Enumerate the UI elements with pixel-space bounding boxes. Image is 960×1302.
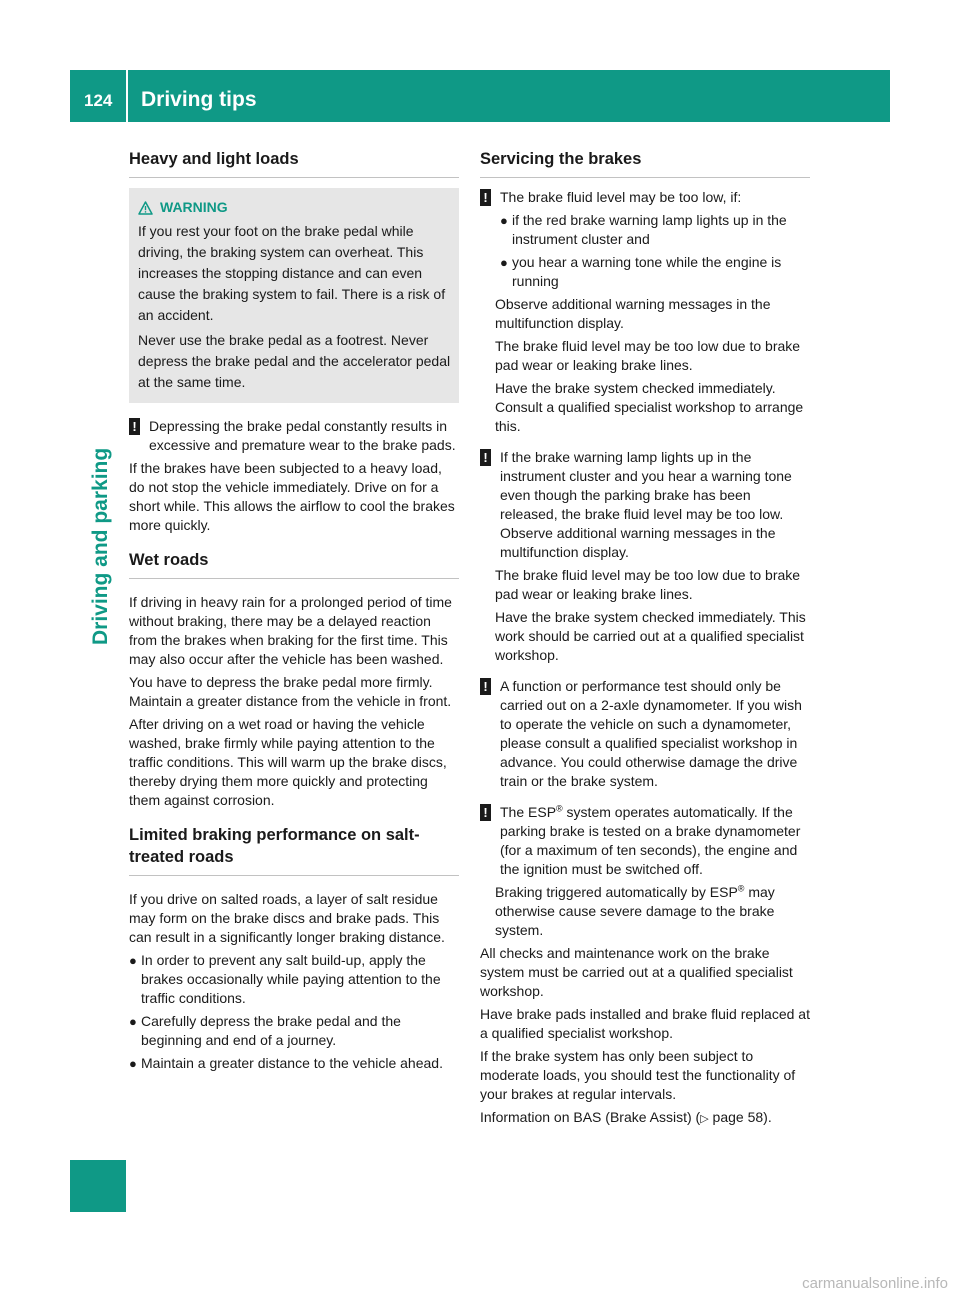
heading-salt-roads [129,824,459,876]
warning-text: Never use the brake pedal as a footrest. Never depress the brake pedal and the accelerator pedal at the same time. [138,332,451,390]
page-number: 124 [84,91,113,110]
note-text: A function or performance test should only be carried out on a 2-axle dynamometer. If you wish to operate the vehicle on such a dynamometer, please consult a qualified specialist workshop in advance. You could otherwise damage the drive train or the brake system. [500,678,802,789]
bullet-icon: ● [500,213,508,228]
paragraph-part: Braking triggered automatically by ESP [495,884,738,900]
bullet-icon: ● [129,1056,137,1071]
warning-header [138,198,453,217]
list-item [500,211,810,249]
paragraph: The brake fluid level may be too low due to brake pad wear or leaking brake lines. [495,567,801,602]
paragraph-part: may otherwise cause severe damage to the brake system. [495,884,775,938]
section-side-label: Driving and parking [89,447,112,645]
list-item-text: if the red brake warning lamp lights up in the instrument cluster and [512,212,787,247]
warning-text: If you rest your foot on the brake pedal while driving, the braking system can overheat. This increases the stopping distance and can even cause the braking system to fail. There is a risk of an accident. [138,223,446,323]
bullet-icon: ● [129,1014,137,1029]
note-text-part: The ESP [500,804,557,820]
note-text-part: system operates automatically. If the parking brake is tested on a brake dynamometer (for a maximum of ten seconds), the engine and the ignition must be switched off. [500,804,801,877]
paragraph: If driving in heavy rain for a prolonged period of time without braking, there may be a delayed reaction from the brakes when braking for the first time. This may also occur after the vehicle has been washed. [129,594,452,667]
note-text [500,803,810,879]
page-title: Driving tips [141,88,257,111]
paragraph: If the brakes have been subjected to a heavy load, do not stop the vehicle immediately. Drive on for a short while. This allows the airflow to cool the brakes more quickly. [129,460,455,533]
list-item-text: In order to prevent any salt build-up, apply the brakes occasionally while paying attention to the traffic conditions. [141,952,441,1006]
caution-note [129,417,459,455]
caution-note [480,188,810,291]
caution-icon: ! [129,418,140,435]
caution-note [480,677,810,791]
warning-triangle-icon [138,201,153,215]
note-text: If the brake warning lamp lights up in the instrument cluster and you hear a warning tone even though the parking brake has been released, the brake fluid level may be too low. Observe additional warning messages in the multifunction display. [500,449,792,560]
paragraph: Have the brake system checked immediately. Consult a qualified specialist workshop to arrange this. [495,380,804,434]
header-divider [126,70,128,122]
paragraph: If the brake system has only been subject to moderate loads, you should test the functionality of your brakes at regular intervals. [480,1048,796,1102]
page-ref-arrow-icon: ▷ [700,1113,709,1125]
warning-box [129,188,459,403]
list-item [129,951,459,1008]
paragraph-part: ). [763,1109,772,1125]
caution-icon: ! [480,804,491,821]
bullet-icon: ● [500,255,508,270]
paragraph: The brake fluid level may be too low due to brake pad wear or leaking brake lines. [495,338,801,373]
right-column [480,148,810,1129]
list-item-text: Maintain a greater distance to the vehicle ahead. [141,1055,443,1071]
heading-servicing-brakes: Servicing the brakes [480,148,810,178]
caution-note [480,448,810,562]
list-item [500,253,810,291]
caution-note [480,803,810,879]
registered-mark: ® [556,803,563,814]
warning-label: WARNING [160,199,228,215]
left-column [129,148,459,1073]
side-marker [70,1160,126,1212]
paragraph: If you drive on salted roads, a layer of salt residue may form on the brake discs and brake pads. This can result in a significantly longer braking distance. [129,891,445,945]
paragraph: You have to depress the brake pedal more firmly. Maintain a greater distance from the vehicle in front. [129,674,452,709]
paragraph-part: Information on BAS (Brake Assist) ( [480,1109,701,1125]
side-band [70,122,126,1212]
paragraph [495,883,810,940]
heading-line: Limited braking performance on salt- [129,826,420,844]
paragraph: All checks and maintenance work on the brake system must be carried out at a qualified specialist workshop. [480,945,793,999]
caution-icon: ! [480,189,491,206]
bullet-icon: ● [129,953,137,968]
caution-icon: ! [480,678,491,695]
heading-line: treated roads [129,848,234,866]
list-item [129,1054,459,1073]
paragraph: Have brake pads installed and brake fluid replaced at a qualified specialist workshop. [480,1006,810,1041]
page-reference-link[interactable]: page 58 [708,1109,764,1125]
paragraph [480,1108,810,1129]
list-item-text: Carefully depress the brake pedal and the beginning and end of a journey. [141,1013,401,1048]
heading-wet-roads: Wet roads [129,549,459,579]
heading-heavy-loads: Heavy and light loads [129,148,459,178]
caution-icon: ! [480,449,491,466]
note-text: Depressing the brake pedal constantly results in excessive and premature wear to the brake pads. [149,418,456,453]
list-item-text: you hear a warning tone while the engine is running [512,254,782,289]
paragraph: After driving on a wet road or having the vehicle washed, brake firmly while paying attention to the traffic conditions. This will warm up the brake discs, thereby drying them more quickly and protecting them against corrosion. [129,716,447,808]
watermark: carmanualsonline.info [802,1275,948,1292]
paragraph: Observe additional warning messages in the multifunction display. [495,296,771,331]
registered-mark: ® [737,883,745,894]
list-item [129,1012,459,1050]
note-text: The brake fluid level may be too low, if: [500,189,742,205]
paragraph: Have the brake system checked immediately. This work should be carried out at a qualified specialist workshop. [495,609,806,663]
